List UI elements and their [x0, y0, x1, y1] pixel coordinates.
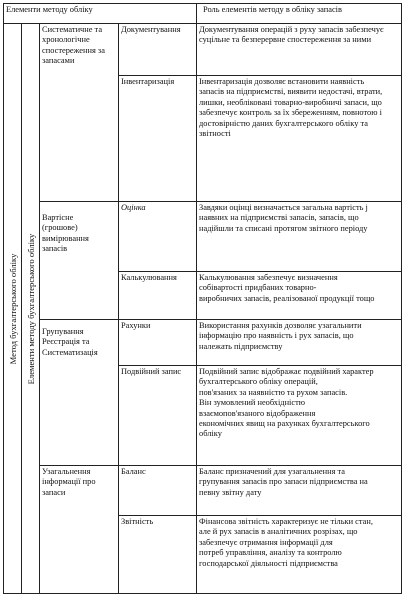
element-role-cell: Використання рахунків дозволяє узагальнити інформацію про наявність і рух запасів, що належать підприємству: [197, 320, 402, 366]
table-header-row: [4, 4, 402, 24]
vertical-label-outer: Метод бухгалтерського обліку: [7, 253, 18, 364]
element-name-cell: Оцінка: [119, 202, 197, 272]
table-row: [4, 202, 402, 272]
vertical-label-inner: Елементи методу бухгалтерського обліку: [25, 233, 36, 384]
element-name-cell: Калькулювання: [119, 272, 197, 320]
table-row: [4, 320, 402, 366]
element-role-cell: Фінансова звітність характеризує не тільки стан, але й рух запасів в аналітичних розрізах, що забезпечує отримання інформації для потреб управління, аналізу та контролю господарської діяльності підприємства: [197, 516, 402, 594]
element-name-cell: Звітність: [119, 516, 197, 594]
vertical-label-outer-cell: [4, 24, 22, 594]
group-cell-grouping: Групування Реєстрація та Систематизація: [40, 320, 119, 466]
element-name-cell: Інвентаризація: [119, 76, 197, 202]
element-name-cell: Подвійний запис: [119, 366, 197, 466]
element-role-cell: Баланс призначений для узагальнення та групування запасів про запаси підприємства на певну звітну дату: [197, 466, 402, 516]
element-role-cell: Інвентаризація дозволяє встановити наявність запасів на підприємстві, виявити недостачі, втрати, лишки, необлiковані товарно-виробничі запаси, що забезпечує контроль за їх збереженням, повнотою і достовірністю даних бухгалтерського обліку та звітності: [197, 76, 402, 202]
element-role-cell: Завдяки оцінці визначається загальна вартість ј наявних на підприємстві запасів, запасів, що надійшли та списані протягом звітного періоду: [197, 202, 402, 272]
table-row: [4, 466, 402, 516]
group-cell-summary: Узагальнення інформації про запаси: [40, 466, 119, 594]
vertical-label-inner-cell: [22, 24, 40, 594]
element-name-cell: Баланс: [119, 466, 197, 516]
element-name-cell: Рахунки: [119, 320, 197, 366]
element-role-cell: Калькулювання забезпечує визначення собівартості придбаних товарно- виробничих запасів, реалізованої продукції тощо: [197, 272, 402, 320]
table-row: [4, 24, 402, 76]
header-elements-cell: Елементи методу обліку: [4, 4, 197, 24]
group-cell-observation: Систематичне та хронологічне спостереження за запасами: [40, 24, 119, 202]
accounting-elements-table: [3, 3, 402, 594]
element-name-cell: Документування: [119, 24, 197, 76]
group-cell-valuation: Вартісне (грошове) вимірювання запасів: [40, 202, 119, 320]
header-role-cell: Роль елементів методу в обліку запасів: [197, 4, 402, 24]
element-role-cell: Подвійний запис відображає подвійний характер бухгалтерського обліку операцій, пов'язаних за наявністю та рухом запасів. Він зумовлений необхідністю взаємопов'язаного відображення економічних явищ на рахунках бухгалтерського обліку: [197, 366, 402, 466]
element-role-cell: Документування операцій з руху запасів забезпечує суцільне та безперервне спостереження за ними: [197, 24, 402, 76]
